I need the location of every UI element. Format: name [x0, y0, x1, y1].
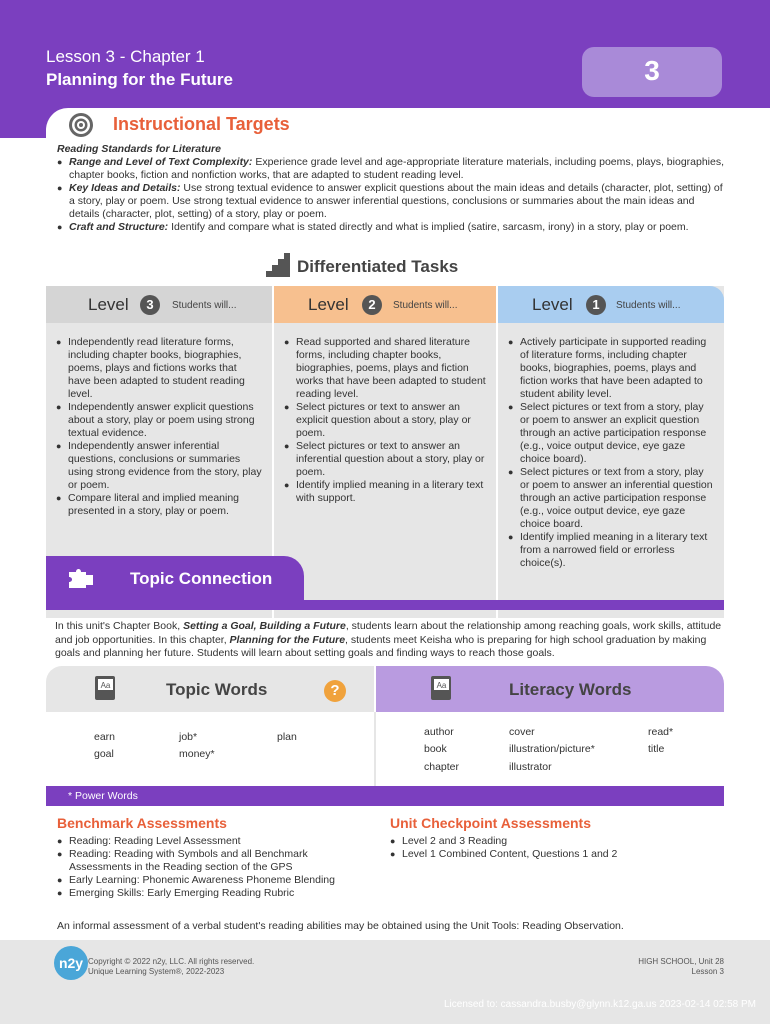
license-watermark: Licensed to: cassandra.busby@glynn.k12.ga.us 2023-02-14 02:58 PM — [443, 999, 756, 1010]
level-2-column — [274, 286, 496, 618]
list-item: ● Actively participate in supported reading of literature forms, including chapter books, biographies, poems, plays and fiction works that have been adapted to student ability level. — [508, 336, 714, 401]
instructional-targets-body — [57, 143, 727, 234]
list-item: ● Emerging Skills: Early Emerging Reading Rubric — [57, 887, 367, 900]
list-item: ● Independently answer inferential questions, conclusions or summaries using strong evidence from the story, play or poem. — [56, 440, 262, 492]
level-badge: 2 — [362, 295, 382, 315]
level-1-header — [498, 286, 724, 323]
literacy-word: illustration/picture* — [509, 743, 595, 755]
target-item-text: Use strong textual evidence to answer explicit questions about the main ideas and details (character, plot, setting) of a story, play or poem. Use strong textual evidence to answer inferential questions, conclusions or summaries about the main ideas and details (character, plot, setting) of a story, play or poem. — [69, 182, 723, 220]
level-word: Level — [308, 295, 349, 314]
tc-text-part: , students meet Keisha who is preparing for high school graduation by making goals and planning her future. Students will learn about setting goals and finding ways to reach those goals. — [55, 633, 707, 659]
list-item: ● Independently answer explicit questions about a story, play or poem using strong textual evidence. — [56, 401, 262, 440]
level-word: Level — [532, 295, 573, 314]
students-will-label: Students will... — [172, 300, 237, 311]
level-badge: 3 — [140, 295, 160, 315]
list-item: ● Reading: Reading Level Assessment — [57, 835, 367, 848]
list-item: ● Level 2 and 3 Reading — [390, 835, 720, 848]
copyright-line: Unique Learning System®, 2022-2023 — [88, 967, 225, 976]
literacy-words-title: Literacy Words — [509, 680, 632, 699]
topic-word: earn — [94, 731, 116, 743]
literacy-word: illustrator — [509, 761, 552, 773]
topic-word: job* — [179, 731, 198, 743]
target-item-label: Craft and Structure: — [69, 221, 169, 233]
unit-info — [638, 957, 724, 977]
topic-word: goal — [94, 748, 114, 760]
lesson-title: Planning for the Future — [46, 70, 233, 89]
list-item: ● Level 1 Combined Content, Questions 1 and 2 — [390, 848, 720, 861]
puzzle-icon — [68, 566, 94, 590]
level-word: Level — [88, 295, 129, 314]
book-icon — [94, 675, 116, 701]
copyright-line: Copyright © 2022 n2y, LLC. All rights reserved. — [88, 957, 255, 966]
list-item: ● Compare literal and implied meaning presented in a story, play or poem. — [56, 492, 262, 518]
n2y-logo: n2y — [54, 946, 88, 980]
list-item: ● Read supported and shared literature forms, including chapter books, biographies, poems, plays and fiction works that have been adapted to student reading level. — [284, 336, 486, 401]
target-item-text: Experience grade level and age-appropriate literature materials, including poems, plays, biographies, chapter books, fiction and nonfiction works, that are adapted to student reading level. — [69, 156, 725, 181]
level-1-column — [498, 286, 724, 618]
target-icon — [68, 112, 94, 138]
literacy-word: read* — [648, 726, 674, 738]
literacy-word: chapter — [424, 761, 460, 773]
literacy-word: author — [424, 726, 454, 738]
unit-checkpoint-assessments-list — [390, 835, 720, 861]
list-item: ● Identify implied meaning in a literary text with support. — [284, 479, 486, 505]
topic-words-title: Topic Words — [166, 680, 268, 699]
benchmark-assessments-list — [57, 835, 367, 900]
svg-text:Aa: Aa — [100, 681, 111, 690]
target-item — [57, 221, 727, 234]
tc-text-part: , students learn about the relationship among reaching goals, work skills, attitude and job opportunities. In this chapter, — [55, 620, 722, 646]
level-3-header — [46, 286, 272, 323]
list-item: ● Reading: Reading with Symbols and all Benchmark Assessments in the Reading section of the GPS — [57, 848, 367, 874]
tc-text-part: In this unit's Chapter Book, — [55, 620, 184, 632]
page-footer — [0, 940, 770, 1024]
benchmark-assessments-title: Benchmark Assessments — [57, 815, 227, 831]
list-item: ● Select pictures or text from a story, play or poem to answer an inferential question through an active participation response (e.g., voice output device, eye gaze choice board. — [508, 466, 714, 531]
students-will-label: Students will... — [616, 300, 681, 311]
list-item: ● Select pictures or text to answer an explicit question about a story, play or poem. — [284, 401, 486, 440]
lesson-label: Lesson 3 — [691, 967, 724, 976]
lesson-number: 3 — [644, 55, 660, 86]
students-will-label: Students will... — [393, 300, 458, 311]
level-3-task-list — [56, 336, 262, 518]
reading-standards-heading: Reading Standards for Literature — [57, 143, 221, 155]
copyright-text — [88, 957, 254, 977]
power-words-bar — [46, 786, 724, 806]
literacy-word: title — [648, 743, 665, 755]
book-icon — [430, 675, 452, 701]
stairs-icon — [266, 253, 290, 277]
target-item-label: Range and Level of Text Complexity: — [69, 156, 253, 168]
target-item — [57, 156, 727, 182]
unit-checkpoint-assessments-title: Unit Checkpoint Assessments — [390, 815, 591, 831]
target-item — [57, 182, 727, 221]
level-badge: 1 — [586, 295, 606, 315]
list-item: ● Independently read literature forms, including chapter books, biographies, poems, plays and fictions works that have been adapted to student reading level. — [56, 336, 262, 401]
unit-label: HIGH SCHOOL, Unit 28 — [638, 957, 724, 966]
list-item: ● Select pictures or text to answer an inferential question about a story, play or poem. — [284, 440, 486, 479]
level-2-task-list — [284, 336, 486, 505]
topic-word: plan — [277, 731, 297, 743]
instructional-targets-title: Instructional Targets — [113, 114, 290, 134]
level-2-header — [274, 286, 496, 323]
topic-connection-text — [55, 620, 725, 661]
words-divider — [374, 712, 376, 786]
topic-connection-title: Topic Connection — [130, 569, 273, 588]
question-icon[interactable]: ? — [324, 680, 346, 702]
list-item: ● Select pictures or text from a story, play or poem to answer an explicit question through an active participation response (e.g., voice output device, eye gaze choice board). — [508, 401, 714, 466]
list-item: ● Early Learning: Phonemic Awareness Phoneme Blending — [57, 874, 367, 887]
topic-word: money* — [179, 748, 215, 760]
lesson-number-box — [582, 47, 722, 97]
target-item-label: Key Ideas and Details: — [69, 182, 181, 194]
level-1-task-list — [508, 336, 714, 570]
literacy-word: cover — [509, 726, 535, 738]
list-item: ● Identify implied meaning in a literary text from a narrowed field or errorless choice(s). — [508, 531, 714, 570]
chapter-book-title: Setting a Goal, Building a Future — [183, 620, 346, 632]
svg-text:Aa: Aa — [436, 681, 447, 690]
literacy-word: book — [424, 743, 447, 755]
informal-assessment-note: An informal assessment of a verbal student's reading abilities may be obtained using the Unit Tools: Reading Observation. — [57, 920, 624, 932]
lesson-chapter-label: Lesson 3 - Chapter 1 — [46, 47, 205, 66]
differentiated-tasks-title: Differentiated Tasks — [297, 257, 459, 276]
chapter-title: Planning for the Future — [229, 633, 346, 646]
topic-connection-band — [46, 600, 724, 610]
target-item-text: Identify and compare what is stated directly and what is implied (satire, sarcasm, irony) in a story, play or poem. — [168, 221, 689, 233]
power-words-note: * Power Words — [68, 790, 138, 802]
